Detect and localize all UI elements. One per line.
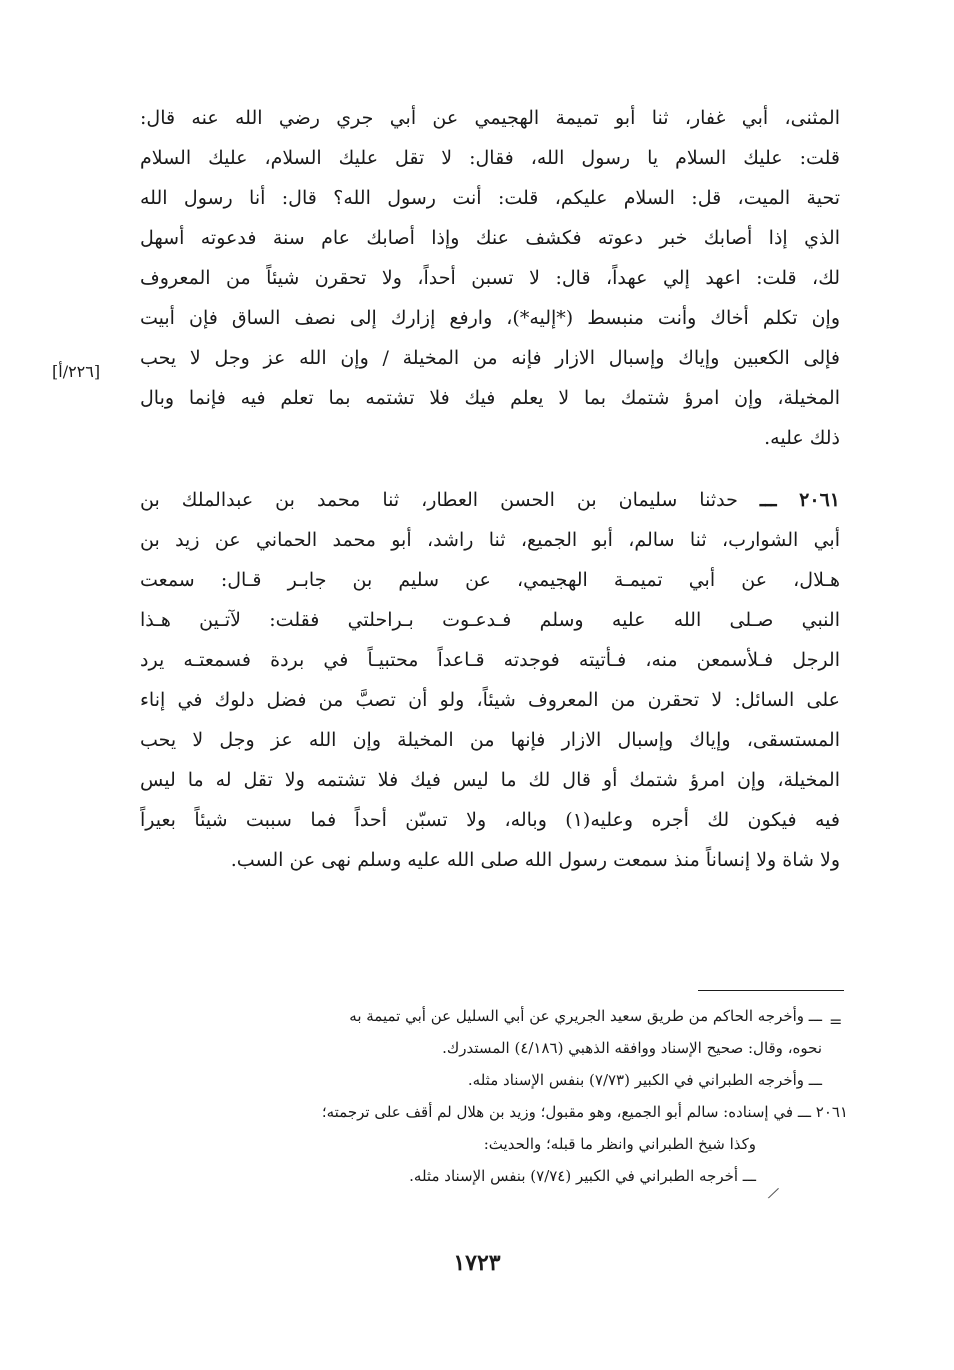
text-segment: حدثنا سليمان بن الحسن العطار، ثنا محمد بن عبدالملك بن [140, 489, 738, 511]
text-line: المخيلة، وإن امرؤ شتمك بما لا يعلم فيك فلا تشتمه بما تعلم فيه فإنما وبال [140, 387, 840, 409]
text-line: هـلال، عن أبي تميمـة الهجيمي، عن سليم بن جابـر قـال: سمعت [140, 569, 840, 591]
text-line: تحية الميت، قل: السلام عليكم، قلت: أنت رسول الله؟ قال: أنا رسول الله [140, 187, 840, 209]
manuscript-folio-reference: [٢٢٦/أ] [52, 362, 101, 381]
footnote-line: ٢٠٦١ ـــ في إسناده: سالم أبو الجميع، وهو مقبول؛ وزيد بن هلال لم أقف على ترجمته؛ [321, 1103, 848, 1121]
text-line: المخيلة، وإن امرؤ شتمك أو قال لك ما ليس فيك فلا تشتمه ولا تقل له ما ليس [140, 769, 840, 791]
text-line: ذلك عليه. [764, 427, 840, 449]
margin-tick-mark: ⁄ [769, 1183, 778, 1204]
text-line: فيه فيكون لك أجره وعليه(١) وباله، ولا تسبّن أحداً فما سببت شيئاً بعيراً [140, 809, 840, 831]
text-line: المثنى، أبي غفار، ثنا أبو تميمة الهجيمي عن أبي جري رضي الله عنه قال: [140, 107, 840, 129]
text-line: فإلى الكعبين وإياك وإسبال الازار فإنه من المخيلة / وإن الله عز وجل لا يحب [140, 347, 840, 369]
text-line: وإن تكلم أخاك وأنت منبسط (*إليه*)، وارفع إزارك إلى نصف الساق فإن أبيت [140, 307, 840, 329]
text-line: المستسقى، وإياك وإسبال الازار فإنها من المخيلة وإن الله عز وجل لا يحب [140, 729, 840, 751]
text-line: ولا شاة ولا إنساناً منذ سمعت رسول الله صلى الله عليه وسلم نهى عن السب. [230, 849, 840, 871]
footnote-line: ـــ أخرجه الطبراني في الكبير (٧/٧٤) بنفس الإسناد مثله. [409, 1167, 756, 1185]
footnote-line: وكذا شيخ الطبراني وانظر ما قبله؛ والحديث: [483, 1135, 756, 1153]
text-line: الرجل فـلأسمعن منه، فـأتيته فوجدته قـاعداً محتبيـاً في بردة فسمعتـه يرد [140, 649, 840, 671]
footnotes [140, 1000, 848, 1192]
page-number: ١٧٢٣ [453, 1250, 501, 1276]
text-line: النبي صـلى الله عليه وسلم فـدعـوت بـراحلتي فقلت: لآتـين هـذا [140, 609, 840, 631]
hadith-first-line [140, 480, 840, 520]
main-text [140, 98, 840, 880]
text-line: لك، قلت: اعهد إلي عهداً، قال: لا تسبن أحداً، ولا تحقرن شيئاً من المعروف [140, 267, 840, 289]
text-line: أبي الشوارب، ثنا سالم، أبو الجميع، ثنا راشد، أبو محمد الحماني عن زيد بن [140, 529, 840, 551]
text-line: الذي إذا أصابك خبر دعوته فكشف عنك وإذا أصابك عام سنة فدعوته أسهل [140, 227, 840, 249]
text-line: قلت: عليك السلام يا رسول الله، فقال: لا تقل عليك السلام، عليك السلام [140, 147, 840, 169]
footnote-line: ـــ وأخرجه الحاكم من طريق سعيد الجريري عن أبي السليل عن أبي تميمة به [349, 1007, 822, 1025]
paragraph-gap [140, 458, 840, 480]
continuation-mark: = [829, 1012, 843, 1031]
text-line: على السائل: لا تحقرن من المعروف شيئاً، ولو أن تصبَّ من فضل دلوك في إناء [140, 689, 840, 711]
footnote-line: ـــ وأخرجه الطبراني في الكبير (٧/٧٣) بنفس الإسناد مثله. [467, 1071, 822, 1089]
footnote-separator [698, 990, 844, 991]
footnote-line: نحوه، وقال: صحيح الإسناد ووافقه الذهبي (٤/١٨٦) المستدرك. [442, 1039, 822, 1057]
hadith-number: ٢٠٦١ ـــ [759, 489, 840, 511]
